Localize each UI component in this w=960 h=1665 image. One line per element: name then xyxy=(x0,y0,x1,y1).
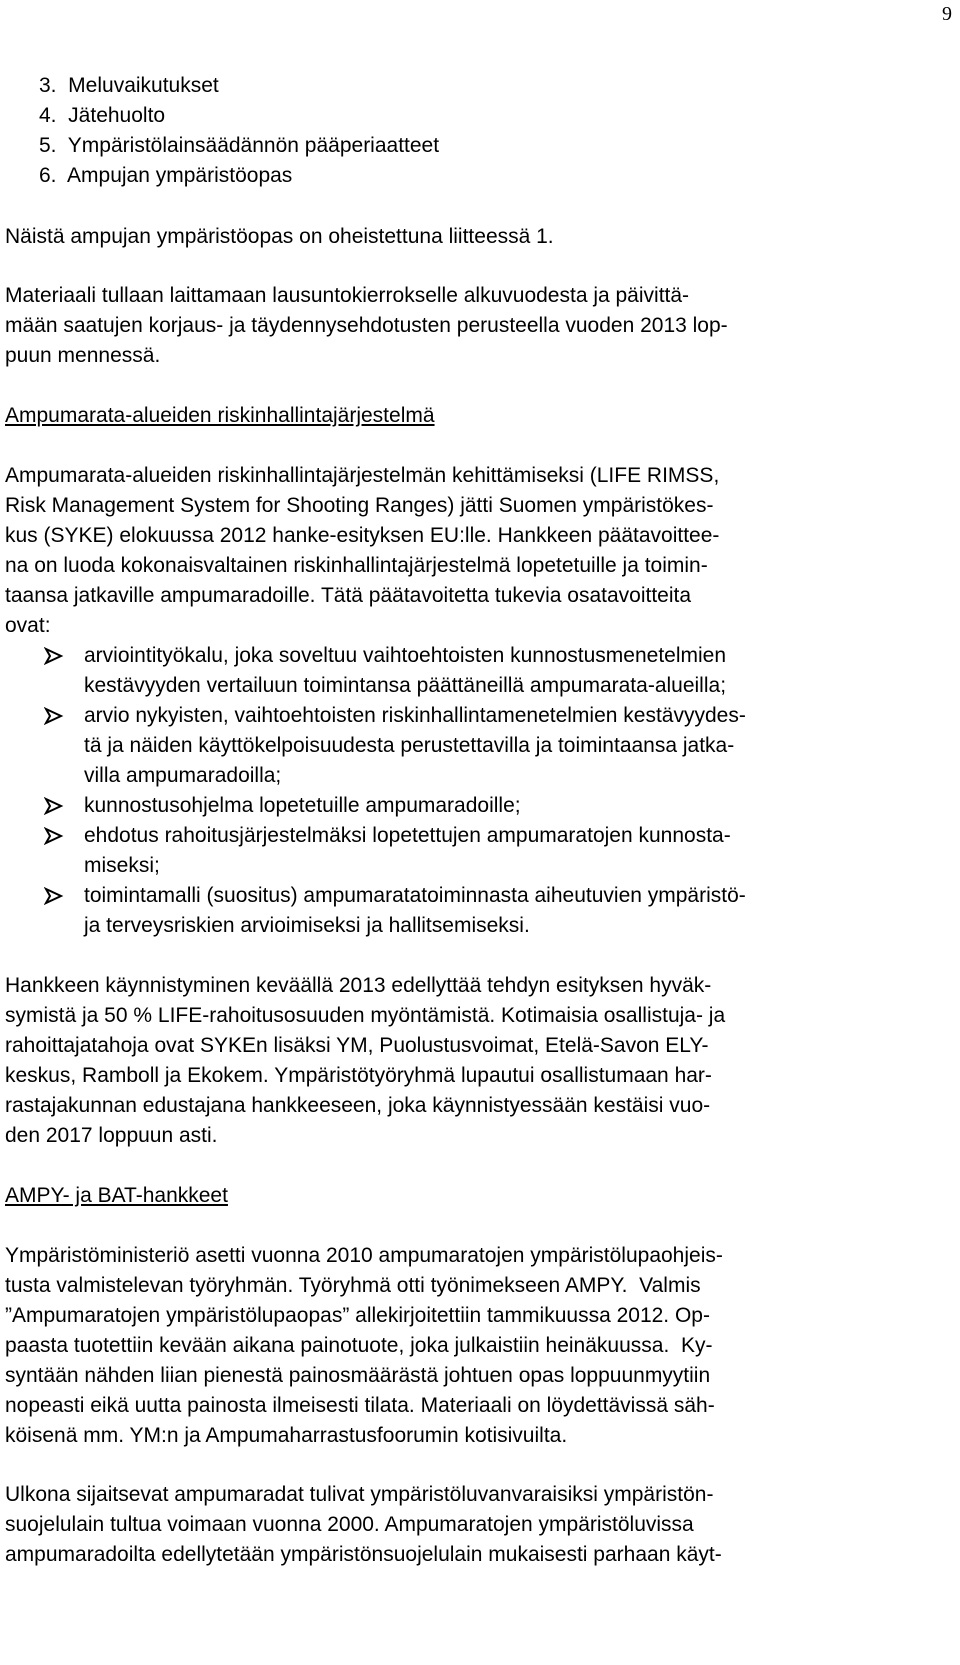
bullet-item-line: kunnostusohjelma lopetetuille ampumaradoille; xyxy=(84,794,521,817)
bullet-item-line: ehdotus rahoitusjärjestelmäksi lopetettujen ampumaratojen kunnosta- xyxy=(84,824,731,847)
paragraph-line: Risk Management System for Shooting Ranges) jätti Suomen ympäristökes- xyxy=(5,494,714,517)
section-heading: AMPY- ja BAT-hankkeet xyxy=(5,1184,228,1207)
paragraph-line: Hankkeen käynnistyminen keväällä 2013 edellyttää tehdyn esityksen hyväk- xyxy=(5,974,712,997)
arrow-bullet-icon xyxy=(44,702,66,730)
paragraph-line: ampumaradoilta edellytetään ympäristönsuojelulain mukaisesti parhaan käyt- xyxy=(5,1543,722,1566)
bullet-item-line: kestävyyden vertailuun toimintansa päättäneillä ampumarata-alueilla; xyxy=(84,674,727,697)
bullet-item-line: villa ampumaradoilla; xyxy=(84,764,282,787)
paragraph-line: Materiaali tullaan laittamaan lausuntokierrokselle alkuvuodesta ja päivittä- xyxy=(5,284,690,307)
bullet-item-line: ja terveysriskien arvioimiseksi ja hallitsemiseksi. xyxy=(84,914,530,937)
paragraph-line: symistä ja 50 % LIFE-rahoitusosuuden myöntämistä. Kotimaisia osallistuja- ja xyxy=(5,1004,726,1027)
paragraph-line: taansa jatkaville ampumaradoille. Tätä päätavoitetta tukevia osatavoitteita xyxy=(5,584,692,607)
arrow-bullet-icon xyxy=(44,882,66,910)
bullet-item-line: toimintamalli (suositus) ampumaratatoiminnasta aiheutuvien ympäristö- xyxy=(84,884,746,907)
paragraph-line: syntään nähden liian pienestä painosmäärästä johtuen opas loppuunmyytiin xyxy=(5,1364,711,1387)
list-item: 3. Meluvaikutukset xyxy=(39,74,219,97)
paragraph-line: paasta tuotettiin kevään aikana painotuote, joka julkaistiin heinäkuussa. Ky- xyxy=(5,1334,713,1357)
bullet-item-line: arviointityökalu, joka soveltuu vaihtoehtoisten kunnostusmenetelmien xyxy=(84,644,727,667)
bullet-item-line: arvio nykyisten, vaihtoehtoisten riskinhallintamenetelmien kestävyydes- xyxy=(84,704,746,727)
paragraph-line: keskus, Ramboll ja Ekokem. Ympäristötyöryhmä lupautui osallistumaan har- xyxy=(5,1064,712,1087)
paragraph-line: mään saatujen korjaus- ja täydennysehdotusten perusteella vuoden 2013 lop- xyxy=(5,314,728,337)
paragraph-line: suojelulain tultua voimaan vuonna 2000. Ampumaratojen ympäristöluvissa xyxy=(5,1513,694,1536)
paragraph-line: köisenä mm. YM:n ja Ampumaharrastusfoorumin kotisivuilta. xyxy=(5,1424,568,1447)
paragraph-line: kus (SYKE) elokuussa 2012 hanke-esityksen EU:lle. Hankkeen päätavoittee- xyxy=(5,524,720,547)
paragraph-line: tusta valmistelevan työryhmän. Työryhmä otti työnimekseen AMPY. Valmis xyxy=(5,1274,701,1297)
bullet-item-line: tä ja näiden käyttökelpoisuudesta perustettavilla ja toimintaansa jatka- xyxy=(84,734,735,757)
paragraph-line: rahoittajatahoja ovat SYKEn lisäksi YM, Puolustusvoimat, Etelä-Savon ELY- xyxy=(5,1034,709,1057)
page-number: 9 xyxy=(942,3,952,25)
paragraph-line: puun mennessä. xyxy=(5,344,161,367)
bullet-item-line: miseksi; xyxy=(84,854,160,877)
paragraph-line: den 2017 loppuun asti. xyxy=(5,1124,218,1147)
list-item: 6. Ampujan ympäristöopas xyxy=(39,164,293,187)
section-heading: Ampumarata-alueiden riskinhallintajärjestelmä xyxy=(5,404,435,427)
paragraph-line: na on luoda kokonaisvaltainen riskinhallintajärjestelmä lopetetuille ja toimin- xyxy=(5,554,708,577)
paragraph-line: ovat: xyxy=(5,614,51,637)
paragraph-line: Ulkona sijaitsevat ampumaradat tulivat ympäristöluvanvaraisiksi ympäristön- xyxy=(5,1483,714,1506)
paragraph-line: Näistä ampujan ympäristöopas on oheistettuna liitteessä 1. xyxy=(5,225,554,248)
paragraph-line: rastajakunnan edustajana hankkeeseen, joka käynnistyessään kestäisi vuo- xyxy=(5,1094,711,1117)
paragraph-line: nopeasti eikä uutta painosta ilmeisesti tilata. Materiaali on löydettävissä säh- xyxy=(5,1394,715,1417)
arrow-bullet-icon xyxy=(44,792,66,820)
paragraph-line: ”Ampumaratojen ympäristölupaopas” allekirjoitettiin tammikuussa 2012. Op- xyxy=(5,1304,710,1327)
paragraph-line: Ympäristöministeriö asetti vuonna 2010 ampumaratojen ympäristölupaohjeis- xyxy=(5,1244,723,1267)
list-item: 4. Jätehuolto xyxy=(39,104,166,127)
arrow-bullet-icon xyxy=(44,822,66,850)
arrow-bullet-icon xyxy=(44,642,66,670)
list-item: 5. Ympäristölainsäädännön pääperiaatteet xyxy=(39,134,440,157)
paragraph-line: Ampumarata-alueiden riskinhallintajärjestelmän kehittämiseksi (LIFE RIMSS, xyxy=(5,464,720,487)
